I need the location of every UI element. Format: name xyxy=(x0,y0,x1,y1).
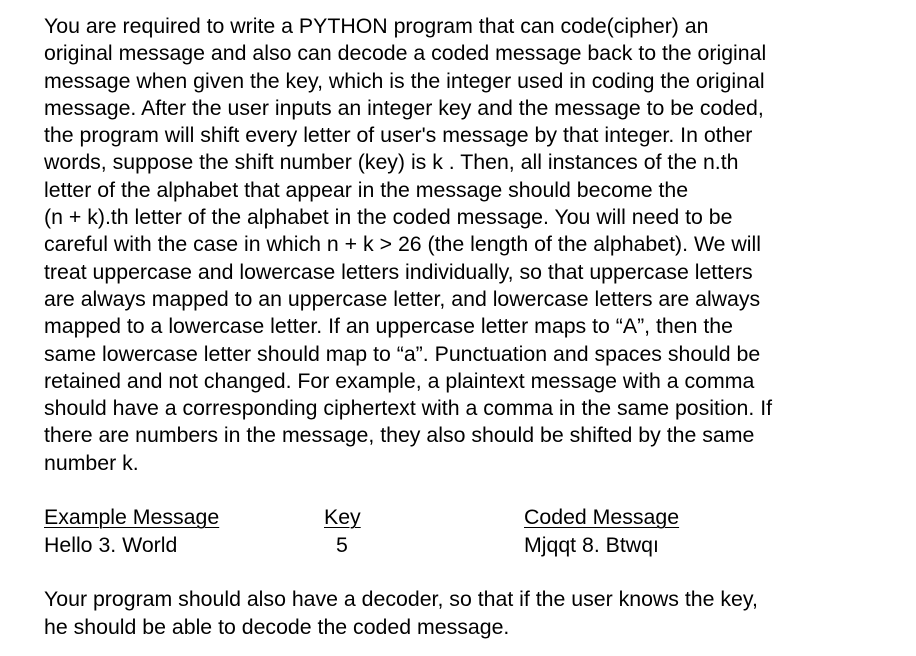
paragraph-line: are always mapped to an uppercase letter, and lowercase letters are always xyxy=(44,286,761,311)
example-message-header: Example Message xyxy=(44,505,220,530)
paragraph-line: (n + k).th letter of the alphabet in the coded message. You will need to be xyxy=(44,205,733,230)
paragraph-line: mapped to a lowercase letter. If an uppercase letter maps to “A”, then the xyxy=(44,314,733,339)
closing-line: Your program should also have a decoder, so that if the user knows the key, xyxy=(44,587,758,612)
example-message-column xyxy=(44,504,219,559)
paragraph-line: retained and not changed. For example, a plaintext message with a comma xyxy=(44,368,755,393)
paragraph-line: the program will shift every letter of user's message by that integer. In other xyxy=(44,123,753,148)
paragraph-line: words, suppose the shift number (key) is k . Then, all instances of the n.th xyxy=(44,150,739,175)
paragraph-line: there are numbers in the message, they also should be shifted by the same xyxy=(44,423,755,448)
instructions-paragraph xyxy=(44,13,904,477)
document-page xyxy=(44,13,904,641)
paragraph-line: number k. xyxy=(44,450,139,475)
paragraph-line: message. After the user inputs an integer key and the message to be coded, xyxy=(44,95,764,120)
paragraph-line: original message and also can decode a coded message back to the original xyxy=(44,41,767,66)
paragraph-line: You are required to write a PYTHON program that can code(cipher) an xyxy=(44,14,709,38)
paragraph-line: letter of the alphabet that appear in the message should become the xyxy=(44,177,689,202)
example-table xyxy=(44,504,904,559)
example-message-value: Hello 3. World xyxy=(44,532,178,557)
closing-line: he should be able to decode the coded message. xyxy=(44,614,510,639)
key-value: 5 xyxy=(336,532,348,557)
spacer xyxy=(44,559,904,586)
paragraph-line: message when given the key, which is the integer used in coding the original xyxy=(44,68,765,93)
closing-paragraph xyxy=(44,586,904,641)
key-header: Key xyxy=(324,505,361,530)
paragraph-line: same lowercase letter should map to “a”. Punctuation and spaces should be xyxy=(44,341,761,366)
coded-message-value: Mjqqt 8. Btwqı xyxy=(524,532,659,557)
paragraph-line: should have a corresponding ciphertext with a comma in the same position. If xyxy=(44,396,773,421)
paragraph-line: treat uppercase and lowercase letters individually, so that uppercase letters xyxy=(44,259,753,284)
coded-message-header: Coded Message xyxy=(524,505,680,530)
spacer xyxy=(44,477,904,504)
key-column xyxy=(324,504,361,559)
paragraph-line: careful with the case in which n + k > 26 (the length of the alphabet). We will xyxy=(44,232,762,257)
coded-message-column xyxy=(524,504,679,559)
